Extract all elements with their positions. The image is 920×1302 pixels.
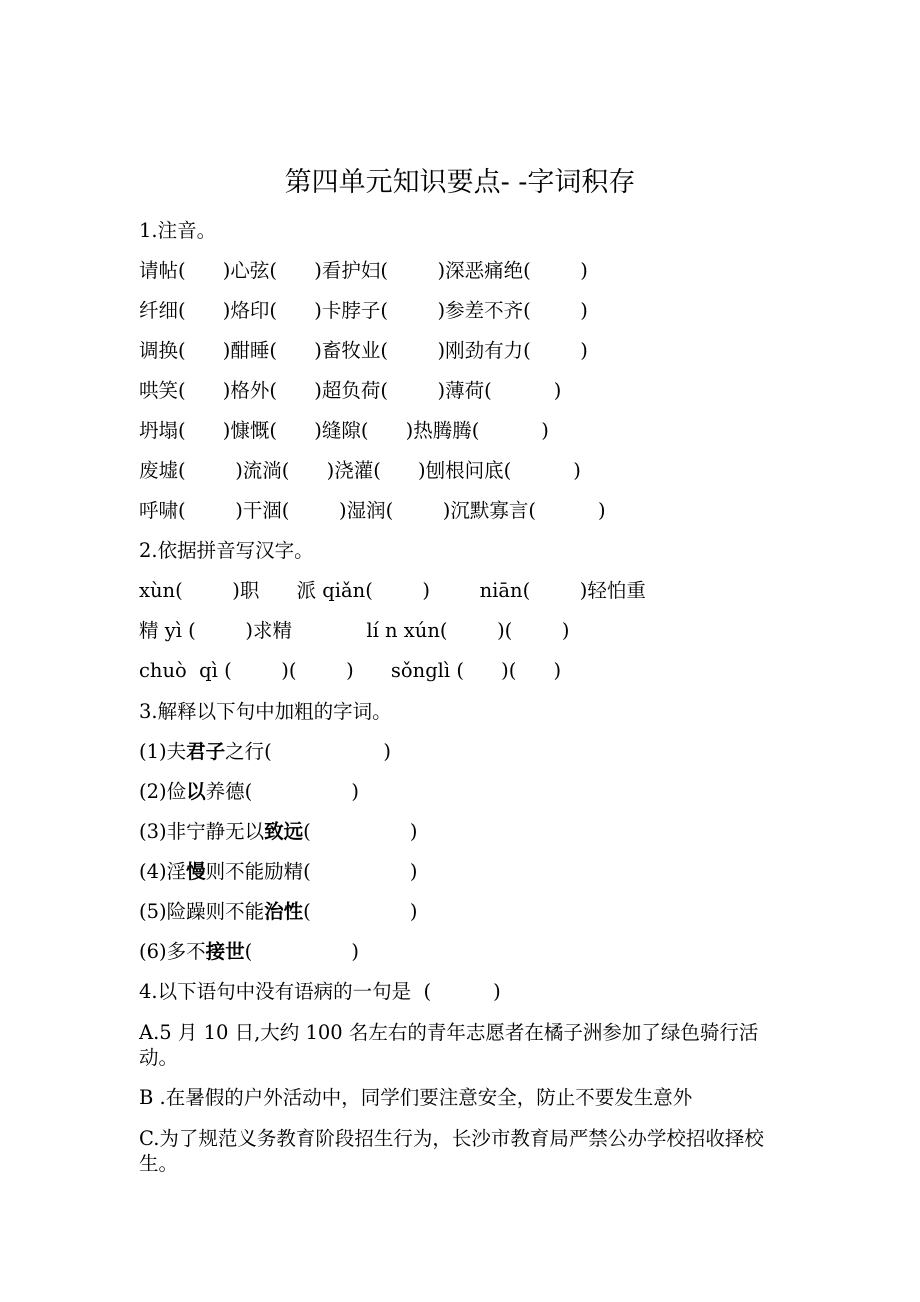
q3-item bbox=[139, 859, 418, 885]
q3-item-bold: 慢 bbox=[186, 860, 206, 883]
q3-item-bold: 治性 bbox=[264, 900, 304, 923]
q3-item-post: ( ) bbox=[303, 820, 418, 843]
q3-item bbox=[139, 779, 359, 805]
q4-option-a: A.5 月 10 日,大约 100 名左右的青年志愿者在橘子洲参加了绿色骑行活动。 bbox=[139, 1021, 759, 1069]
q4-option-b: B .在暑假的户外活动中，同学们要注意安全，防止不要发生意外 bbox=[139, 1086, 693, 1109]
q3-item-post: 之行( ) bbox=[225, 740, 391, 763]
q3-item-post: ( ) bbox=[303, 900, 418, 923]
q3-item-post: 养德( ) bbox=[205, 780, 360, 803]
q3-item bbox=[139, 939, 359, 965]
q2-heading: 2.依据拼音写汉字。 bbox=[139, 539, 314, 562]
q1-heading: 1.注音。 bbox=[139, 219, 217, 242]
q3-item bbox=[139, 819, 418, 845]
q3-item-bold: 以 bbox=[186, 780, 206, 803]
q1-row: 废墟( )流淌( )浇灌( )刨根问底( ) bbox=[139, 459, 581, 482]
q1-row: 请帖( )心弦( )看护妇( )深恶痛绝( ) bbox=[139, 259, 588, 282]
q3-item-pre: (2)俭 bbox=[139, 780, 187, 803]
q3-item bbox=[139, 899, 418, 925]
q4-option-c: C.为了规范义务教育阶段招生行为，长沙市教育局严禁公办学校招收择校生。 bbox=[139, 1127, 764, 1175]
q2-row: 精 yì ( )求精 lí n xún( )( ) bbox=[139, 619, 570, 642]
q1-row: 哄笑( )格外( )超负荷( )薄荷( ) bbox=[139, 379, 562, 402]
q3-item-bold: 君子 bbox=[186, 740, 226, 763]
q3-item-bold: 接世 bbox=[205, 940, 245, 963]
q3-item bbox=[139, 739, 391, 765]
q3-item-pre: (1)夫 bbox=[139, 740, 187, 763]
q3-item-post: ( ) bbox=[244, 940, 360, 963]
q3-item-pre: (3)非宁静无以 bbox=[139, 820, 265, 843]
q3-item-bold: 致远 bbox=[264, 820, 304, 843]
q3-item-pre: (5)险躁则不能 bbox=[139, 900, 265, 923]
q4-heading: 4.以下语句中没有语病的一句是 ( ) bbox=[139, 980, 501, 1003]
q3-item-pre: (4)淫 bbox=[139, 860, 187, 883]
q3-item-post: 则不能励精( ) bbox=[205, 860, 418, 883]
q1-row: 呼啸( )干涸( )湿润( )沉默寡言( ) bbox=[139, 499, 606, 522]
q2-row: xùn( )职 派 qiǎn( ) niān( )轻怕重 bbox=[139, 579, 646, 602]
q3-heading: 3.解释以下句中加粗的字词。 bbox=[139, 700, 392, 723]
q1-row: 调换( )酣睡( )畜牧业( )刚劲有力( ) bbox=[139, 339, 588, 362]
q2-row: chuò qì ( )( ) sǒnglì ( )( ) bbox=[139, 659, 562, 682]
q1-row: 纤细( )烙印( )卡脖子( )参差不齐( ) bbox=[139, 299, 588, 322]
page-title: 第四单元知识要点- -字词积存 bbox=[284, 167, 636, 198]
q1-row: 坍塌( )慷慨( )缝隙( )热腾腾( ) bbox=[139, 419, 549, 442]
q3-item-pre: (6)多不 bbox=[139, 940, 206, 963]
